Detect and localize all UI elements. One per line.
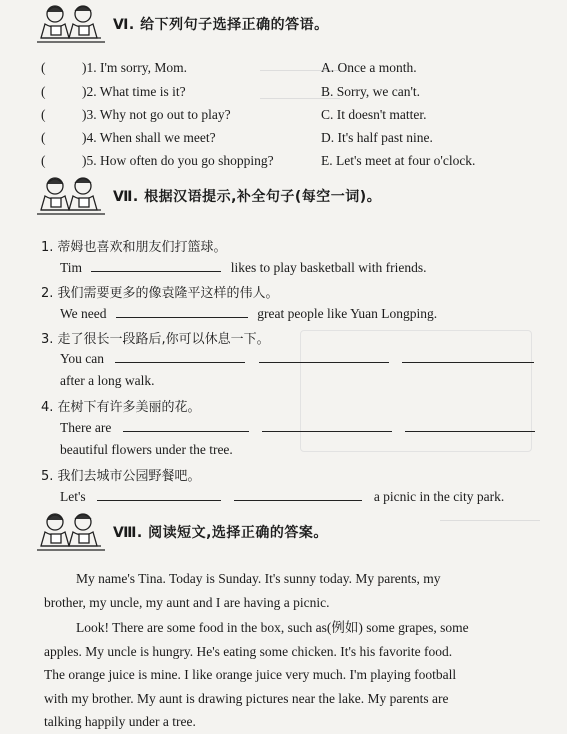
passage-line: apples. My uncle is hungry. He's eating some chicken. It's his favorite food. — [44, 643, 453, 659]
section-8-header — [35, 510, 555, 554]
fill-blank[interactable] — [234, 488, 362, 501]
fill-blank[interactable] — [123, 419, 249, 432]
passage-paragraph-2 — [44, 616, 532, 734]
question-2: )2. What time is it? — [82, 84, 186, 99]
fill-blank[interactable] — [259, 350, 389, 363]
item-5-sentence: Let's a picnic in the city park. — [60, 489, 505, 504]
section-6-title: Ⅵ. 给下列句子选择正确的答语。 — [113, 17, 329, 33]
reading-kids-icon — [35, 510, 107, 554]
reading-kids-icon — [35, 2, 107, 46]
item-1-chinese: 1. 蒂姆也喜欢和朋友们打篮球。 — [41, 240, 227, 255]
fill-blank[interactable] — [91, 259, 221, 272]
passage-line: My name's Tina. Today is Sunday. It's sunny today. My parents, my — [76, 571, 441, 586]
passage-line: brother, my uncle, my aunt and I are having a picnic. — [44, 594, 330, 610]
section-8-title: Ⅷ. 阅读短文,选择正确的答案。 — [113, 525, 328, 541]
question-1: )1. I'm sorry, Mom. — [82, 60, 188, 75]
item-3-sentence-start: You can — [60, 350, 534, 367]
item-4-chinese: 4. 在树下有许多美丽的花。 — [41, 400, 201, 415]
fill-blank[interactable] — [115, 350, 245, 363]
answer-paren-open[interactable]: ( — [41, 130, 46, 145]
item-2-sentence: We need great people like Yuan Longping. — [60, 306, 438, 321]
item-4-sentence-end: beautiful flowers under the tree. — [60, 442, 233, 457]
reading-kids-icon — [35, 174, 107, 218]
fill-blank[interactable] — [262, 419, 392, 432]
section-7-title: Ⅶ. 根据汉语提示,补全句子(每空一词)。 — [113, 189, 382, 205]
question-4: )4. When shall we meet? — [82, 130, 216, 145]
passage-line: talking happily under a tree. — [44, 714, 196, 729]
fill-blank[interactable] — [402, 350, 534, 363]
fill-blank[interactable] — [97, 488, 221, 501]
answer-option-b: B. Sorry, we can't. — [321, 84, 421, 99]
item-2-chinese: 2. 我们需要更多的像袁隆平这样的伟人。 — [41, 286, 279, 301]
answer-option-a: A. Once a month. — [321, 60, 417, 75]
passage-line: The orange juice is mine. I like orange juice very much. I'm playing football — [44, 667, 457, 682]
answer-paren-open[interactable]: ( — [41, 153, 46, 168]
passage-line: with my brother. My aunt is drawing pictures near the lake. My parents are — [44, 690, 449, 706]
item-3-chinese: 3. 走了很长一段路后,你可以休息一下。 — [41, 332, 270, 347]
answer-option-c: C. It doesn't matter. — [321, 107, 427, 122]
question-3: )3. Why not go out to play? — [82, 107, 231, 122]
fill-blank[interactable] — [405, 419, 535, 432]
section-6-header — [35, 2, 555, 46]
answer-paren-open[interactable]: ( — [41, 60, 46, 75]
section-7-header — [35, 174, 555, 218]
item-5-chinese: 5. 我们去城市公园野餐吧。 — [41, 469, 201, 484]
passage-line: Look! There are some food in the box, such as(例如) some grapes, some — [76, 620, 469, 635]
answer-paren-open[interactable]: ( — [41, 107, 46, 122]
item-1-sentence: Tim likes to play basketball with friends. — [60, 260, 427, 275]
passage-paragraph-1 — [44, 567, 532, 614]
answer-paren-open[interactable]: ( — [41, 84, 46, 99]
item-3-sentence-end: after a long walk. — [60, 373, 155, 388]
item-4-sentence-start: There are — [60, 419, 535, 436]
question-5: )5. How often do you go shopping? — [82, 153, 274, 168]
answer-option-e: E. Let's meet at four o'clock. — [321, 153, 476, 168]
answer-option-d: D. It's half past nine. — [321, 130, 433, 145]
fill-blank[interactable] — [116, 305, 248, 318]
